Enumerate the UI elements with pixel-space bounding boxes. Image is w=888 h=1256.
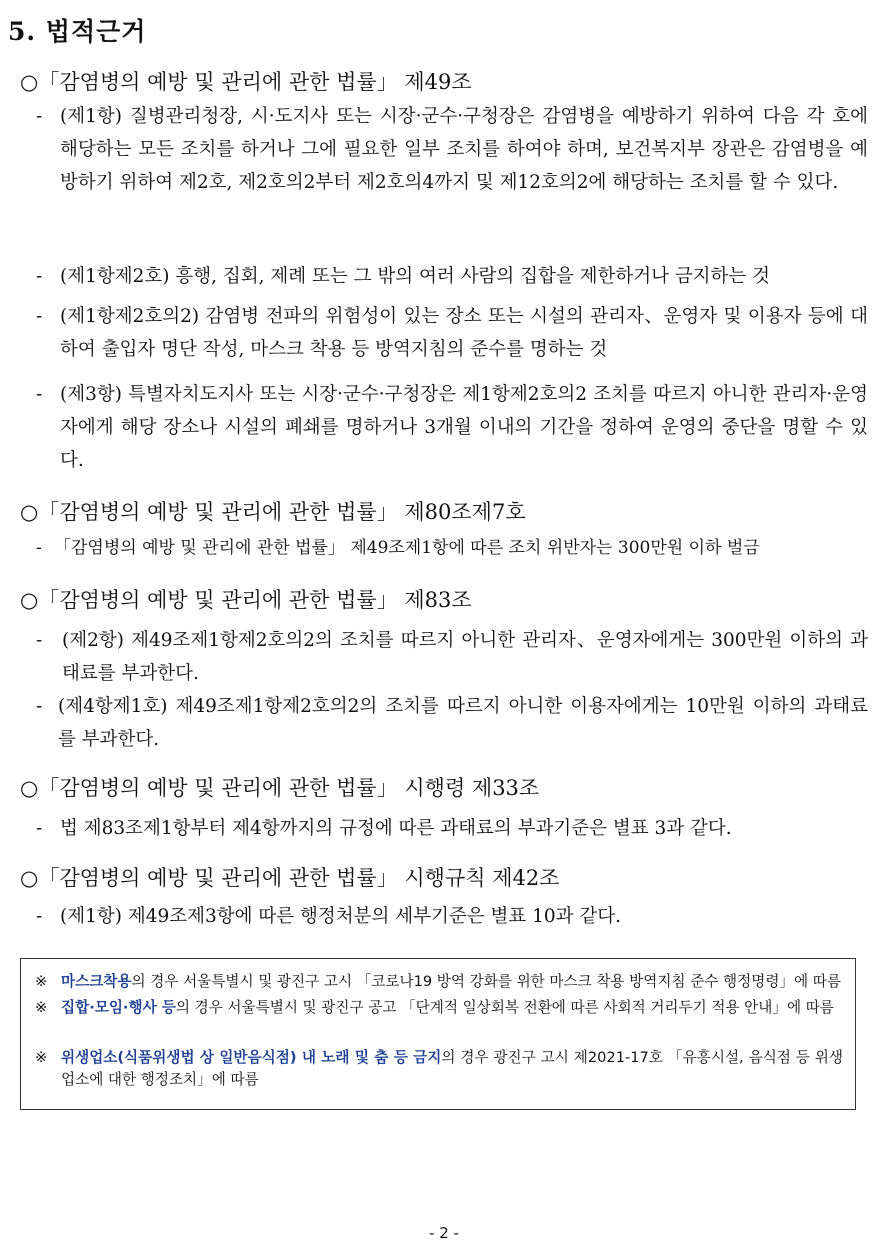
note-text: 의 경우 서울특별시 및 광진구 공고 「단계적 일상회복 전환에 따른 사회적 거리두기 적용 안내」에 따름 <box>175 999 834 1016</box>
reference-mark: ※ <box>35 999 48 1016</box>
note-highlight: 집합·모임·행사 등 <box>61 999 176 1016</box>
item-text: (제1항) 질병관리청장, 시·도지사 또는 시장·군수·구청장은 감염병을 예방하기 위하여 다음 각 호에 해당하는 모든 조치를 하거나 그에 필요한 일부 조치를 하여야 하며, 보건복지부 장관은 감염병을 예방하기 위하여 제2호, 제2호의2부터 제2호의4까지 및 제12호의2에 해당하는 조치를 할 수 있다. <box>60 106 868 193</box>
reference-mark: ※ <box>35 1049 48 1066</box>
item-text: 법 제83조제1항부터 제4항까지의 규정에 따른 과태료의 부과기준은 별표 3과 같다. <box>60 818 732 839</box>
item-text: (제1항) 제49조제3항에 따른 행정처분의 세부기준은 별표 10과 같다. <box>60 906 622 927</box>
dash-marker: - <box>36 106 43 127</box>
item-text: (제1항제2호의2) 감염병 전파의 위험성이 있는 장소 또는 시설의 관리자、운영자 및 이용자 등에 대하여 출입자 명단 작성, 마스크 착용 등 방역지침의 준수를 명하는 것 <box>60 306 868 360</box>
item-text: (제2항) 제49조제1항제2호의2의 조치를 따르지 아니한 관리자、운영자에게는 300만원 이하의 과태료를 부과한다. <box>62 630 868 684</box>
note-highlight: 위생업소(식품위생법 상 일반음식점) 내 노래 및 춤 등 금지 <box>61 1049 442 1066</box>
list-item <box>36 100 868 199</box>
dash-marker: - <box>36 818 43 839</box>
list-item <box>36 532 876 565</box>
item-text: (제3항) 특별자치도지사 또는 시장·군수·구청장은 제1항제2호의2 조치를 따르지 아니한 관리자·운영자에게 해당 장소나 시설의 폐쇄를 명하거나 3개월 이내의 기간을 정하여 운영의 중단을 명할 수 있다. <box>60 384 868 471</box>
law-title-art80: ○「감염병의 예방 및 관리에 관한 법률」 제80조제7호 <box>20 500 526 524</box>
law-title-art83: ○「감염병의 예방 및 관리에 관한 법률」 제83조 <box>20 588 472 612</box>
note-text: 의 경우 광진구 고시 제2021-17호 「유흥시설, 음식점 등 위생업소에 대한 행정조치」에 따름 <box>61 1049 843 1088</box>
note-item <box>35 971 843 993</box>
dash-marker: - <box>36 384 43 405</box>
law-title-rule42: ○「감염병의 예방 및 관리에 관한 법률」 시행규칙 제42조 <box>20 866 560 890</box>
dash-marker: - <box>36 306 43 327</box>
dash-marker: - <box>36 266 43 287</box>
page-number: - 2 - <box>429 1224 459 1242</box>
list-item <box>36 690 868 756</box>
item-text: 「감염병의 예방 및 관리에 관한 법률」 제49조제1항에 따른 조치 위반자는 300만원 이하 벌금 <box>54 538 760 558</box>
note-highlight: 마스크착용 <box>61 973 132 990</box>
notes-box <box>20 958 856 1110</box>
note-item <box>35 1047 843 1091</box>
list-item <box>36 900 868 933</box>
note-text: 의 경우 서울특별시 및 광진구 고시 「코로나19 방역 강화를 위한 마스크 착용 방역지침 준수 행정명령」에 따름 <box>131 973 841 990</box>
item-text: (제1항제2호) 흥행, 집회, 제례 또는 그 밖의 여러 사람의 집합을 제한하거나 금지하는 것 <box>60 266 771 287</box>
dash-marker: - <box>36 906 43 927</box>
dash-marker: - <box>36 696 43 717</box>
note-item <box>35 997 843 1019</box>
list-item <box>36 300 868 366</box>
list-item <box>36 812 876 845</box>
item-text: (제4항제1호) 제49조제1항제2호의2의 조치를 따르지 아니한 이용자에게는 10만원 이하의 과태료를 부과한다. <box>58 696 868 750</box>
list-item <box>36 260 868 293</box>
law-title-art49: ○「감염병의 예방 및 관리에 관한 법률」 제49조 <box>20 70 472 94</box>
list-item <box>36 378 868 477</box>
law-title-decree33: ○「감염병의 예방 및 관리에 관한 법률」 시행령 제33조 <box>20 776 540 800</box>
reference-mark: ※ <box>35 973 48 990</box>
dash-marker: - <box>36 538 42 558</box>
list-item <box>36 624 868 690</box>
dash-marker: - <box>36 630 43 651</box>
section-heading: 5. 법적근거 <box>8 17 147 46</box>
